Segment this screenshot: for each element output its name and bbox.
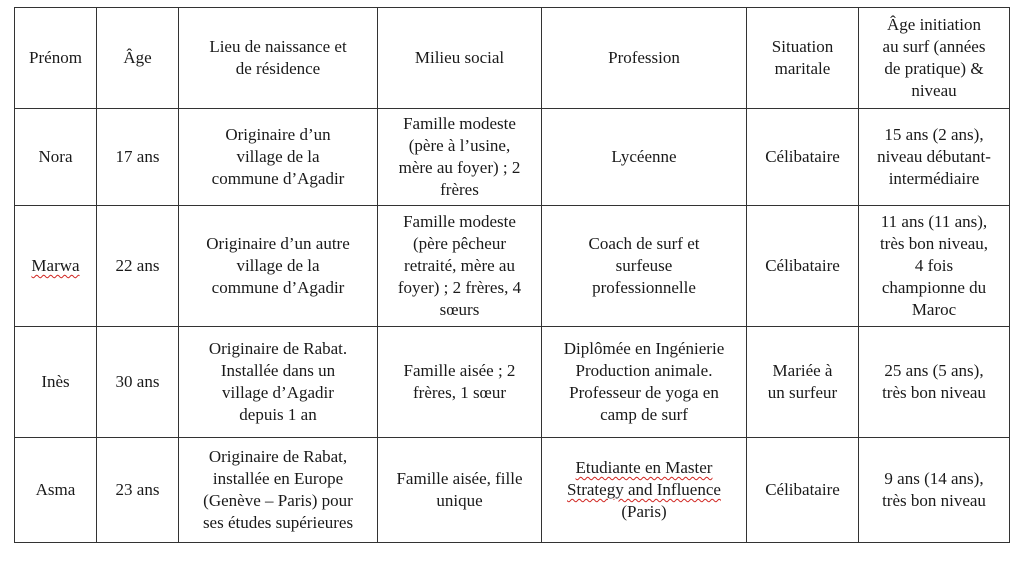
cell-prenom: Inès: [15, 327, 97, 438]
cell-profession: Diplômée en Ingénierie Production animale. Professeur de yoga en camp de surf: [542, 327, 747, 438]
cell-milieu: Famille modeste (père à l’usine, mère au foyer) ; 2 frères: [378, 109, 542, 206]
cell-initiation: 11 ans (11 ans), très bon niveau, 4 fois championne du Maroc: [859, 206, 1010, 327]
cell-initiation: 15 ans (2 ans), niveau débutant- intermédiaire: [859, 109, 1010, 206]
table-row: [15, 327, 1010, 438]
cell-lieu: Originaire d’un autre village de la commune d’Agadir: [179, 206, 378, 327]
cell-milieu: Famille aisée ; 2 frères, 1 sœur: [378, 327, 542, 438]
header-profession: Profession: [542, 8, 747, 109]
cell-prenom: Nora: [15, 109, 97, 206]
cell-lieu: Originaire d’un village de la commune d’Agadir: [179, 109, 378, 206]
header-age: Âge: [97, 8, 179, 109]
header-prenom: Prénom: [15, 8, 97, 109]
cell-milieu: Famille modeste (père pêcheur retraité, mère au foyer) ; 2 frères, 4 sœurs: [378, 206, 542, 327]
cell-age: 23 ans: [97, 438, 179, 543]
cell-initiation: 25 ans (5 ans), très bon niveau: [859, 327, 1010, 438]
header-milieu: Milieu social: [378, 8, 542, 109]
profiles-table-container: [14, 7, 1009, 543]
cell-lieu: Originaire de Rabat. Installée dans un village d’Agadir depuis 1 an: [179, 327, 378, 438]
cell-lieu: Originaire de Rabat, installée en Europe (Genève – Paris) pour ses études supérieures: [179, 438, 378, 543]
header-initiation: Âge initiation au surf (années de pratique) & niveau: [859, 8, 1010, 109]
cell-profession: Lycéenne: [542, 109, 747, 206]
header-row: [15, 8, 1010, 109]
header-lieu: Lieu de naissance et de résidence: [179, 8, 378, 109]
cell-situation: Célibataire: [747, 206, 859, 327]
cell-profession: Etudiante en Master Strategy and Influence (Paris): [542, 438, 747, 543]
cell-situation: Célibataire: [747, 109, 859, 206]
cell-profession: Coach de surf et surfeuse professionnelle: [542, 206, 747, 327]
table-row: [15, 206, 1010, 327]
cell-situation: Mariée à un surfeur: [747, 327, 859, 438]
cell-age: 30 ans: [97, 327, 179, 438]
header-situation: Situation maritale: [747, 8, 859, 109]
cell-prenom: Asma: [15, 438, 97, 543]
cell-age: 22 ans: [97, 206, 179, 327]
surfer-profiles-table: [14, 7, 1010, 543]
cell-initiation: 9 ans (14 ans), très bon niveau: [859, 438, 1010, 543]
cell-situation: Célibataire: [747, 438, 859, 543]
table-row: [15, 438, 1010, 543]
cell-age: 17 ans: [97, 109, 179, 206]
cell-prenom: Marwa: [15, 206, 97, 327]
table-row: [15, 109, 1010, 206]
cell-milieu: Famille aisée, fille unique: [378, 438, 542, 543]
